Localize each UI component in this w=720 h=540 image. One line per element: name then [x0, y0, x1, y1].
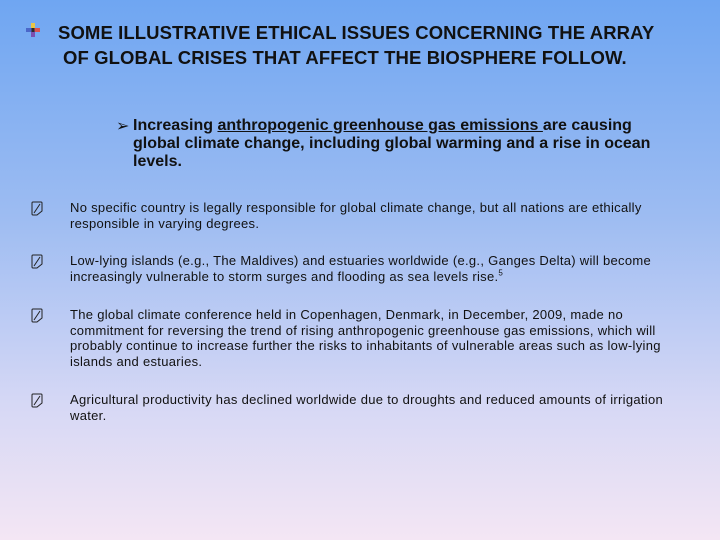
footnote-marker: 5	[498, 268, 504, 278]
subpoint	[116, 117, 676, 171]
subpoint-text	[133, 117, 676, 171]
leaf-bullet-icon	[30, 308, 43, 323]
bullet-text: No specific country is legally responsible for global climate change, but all nations are ethically responsible in varying degrees.	[70, 200, 642, 231]
slide-title	[26, 20, 706, 70]
title-text	[58, 20, 706, 70]
subpoint-post: are causing global climate change, including global warming and a rise in ocean levels.	[133, 117, 651, 170]
leaf-bullet-icon	[30, 201, 43, 216]
bullet-text: Agricultural productivity has declined worldwide due to droughts and reduced amounts of irrigation water.	[70, 392, 664, 423]
list-item	[30, 392, 670, 423]
list-item	[30, 307, 670, 369]
arrow-bullet-icon: ➢	[116, 118, 130, 135]
title-line-1: SOME ILLUSTRATIVE ETHICAL ISSUES CONCERNING THE ARRAY	[58, 22, 655, 43]
colored-square-bullet-icon	[26, 23, 40, 37]
leaf-bullet-icon	[30, 393, 43, 408]
bullet-text-body: Low-lying islands (e.g., The Maldives) and estuaries worldwide (e.g., Ganges Delta) will become increasingly vulnerable to storm surges and flooding as sea levels rise.	[70, 253, 652, 284]
subpoint-pre: Increasing	[133, 117, 218, 134]
bullet-text	[70, 253, 670, 284]
list-item	[30, 200, 670, 231]
title-line-2: OF GLOBAL CRISES THAT AFFECT THE BIOSPHERE FOLLOW.	[63, 47, 627, 68]
leaf-bullet-icon	[30, 254, 43, 269]
bullet-text: The global climate conference held in Copenhagen, Denmark, in December, 2009, made no commitment for reversing the trend of rising anthropogenic greenhouse gas emissions, which will probably continue to increase further the risks to inhabitants of vulnerable areas such as low-lying islands and estuaries.	[70, 307, 661, 369]
subpoint-underlined: anthropogenic greenhouse gas emissions	[217, 117, 543, 134]
list-item	[30, 253, 670, 284]
